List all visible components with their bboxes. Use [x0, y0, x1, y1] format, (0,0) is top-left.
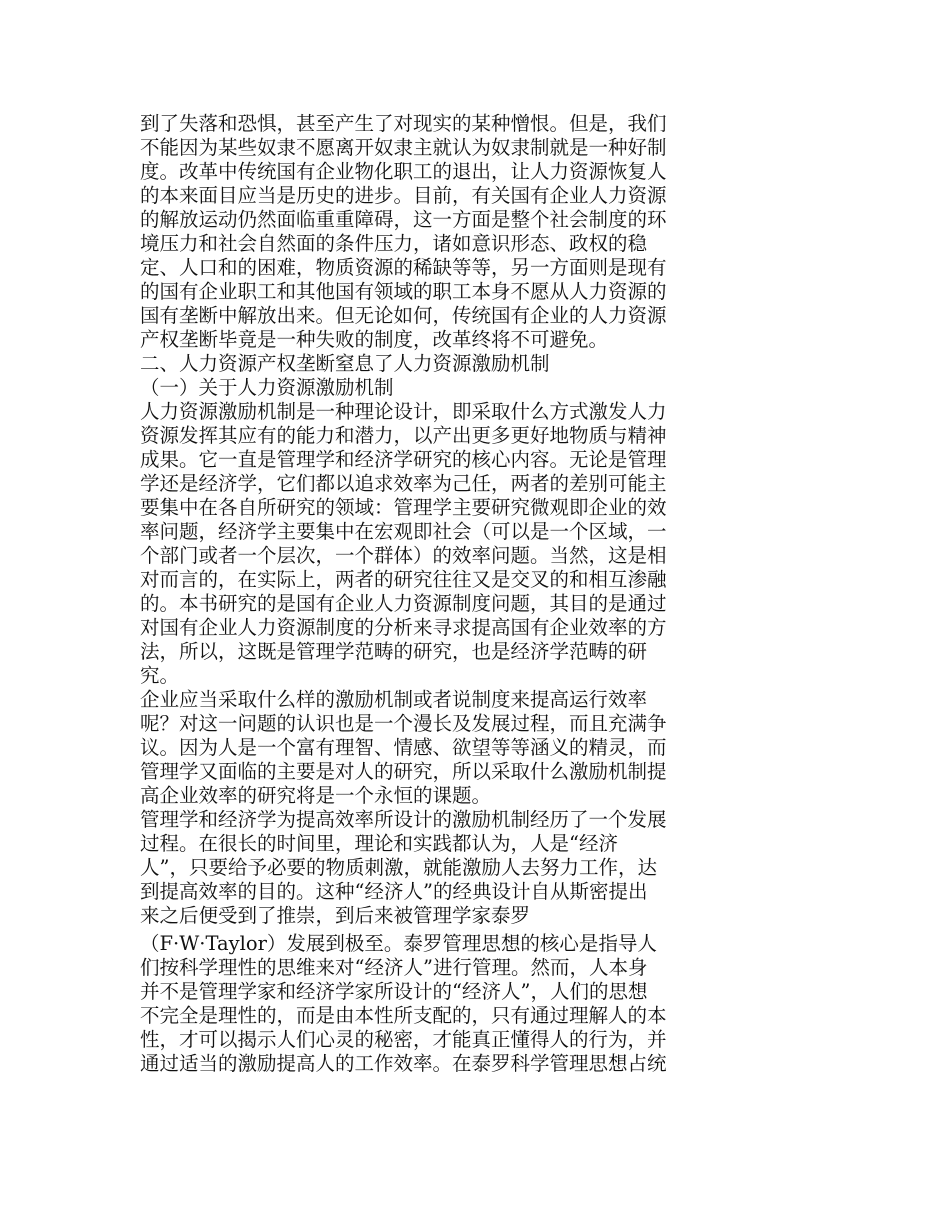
text-line: 不完全是理性的，而是由本性所支配的，只有通过理解人的本	[140, 1004, 667, 1027]
text-line: 究。	[140, 664, 180, 687]
text-line: 学还是经济学，它们都以追求效率为己任，两者的差别可能主	[140, 472, 667, 495]
text-line: 定、人口和的困难，物质资源的稀缺等等，另一方面则是现有	[140, 256, 667, 279]
text-line: 的解放运动仍然面临重重障碍，这一方面是整个社会制度的环	[140, 208, 667, 231]
text-line: 并不是管理学家和经济学家所设计的“经济人”，人们的思想	[140, 980, 648, 1003]
text-line: 不能因为某些奴隶不愿离开奴隶主就认为奴隶制就是一种好制	[140, 136, 667, 159]
text-line: 性，才可以揭示人们心灵的秘密，才能真正懂得人的行为，并	[140, 1028, 667, 1051]
text-line: 的。本书研究的是国有企业人力资源制度问题，其目的是通过	[140, 592, 667, 615]
text-line: 到提高效率的目的。这种“经济人”的经典设计自从斯密提出	[140, 880, 648, 903]
text-line: 人”，只要给予必要的物质刺激，就能激励人去努力工作，达	[140, 856, 657, 879]
text-line: 要集中在各自所研究的领域：管理学主要研究微观即企业的效	[140, 496, 667, 519]
text-line: 率问题，经济学主要集中在宏观即社会（可以是一个区域，一	[140, 520, 667, 543]
text-line: 到了失落和恐惧，甚至产生了对现实的某种憎恨。但是，我们	[140, 112, 667, 135]
text-line: 成果。它一直是管理学和经济学研究的核心内容。无论是管理	[140, 448, 667, 471]
text-line: 管理学和经济学为提高效率所设计的激励机制经历了一个发展	[140, 808, 667, 831]
text-line: 资源发挥其应有的能力和潜力，以产出更多更好地物质与精神	[140, 424, 667, 447]
text-line: 管理学又面临的主要是对人的研究，所以采取什么激励机制提	[140, 760, 667, 783]
text-line: 法，所以，这既是管理学范畴的研究，也是经济学范畴的研	[140, 640, 648, 663]
text-line: 对而言的，在实际上，两者的研究往往又是交叉的和相互渗融	[140, 568, 667, 591]
text-line: 们按科学理性的思维来对“经济人”进行管理。然而，人本身	[140, 956, 648, 979]
text-line: 高企业效率的研究将是一个永恒的课题。	[140, 784, 492, 807]
text-line: 的本来面目应当是历史的进步。目前，有关国有企业人力资源	[140, 184, 667, 207]
text-line: 国有垄断中解放出来。但无论如何，传统国有企业的人力资源	[140, 304, 667, 327]
text-line: （F·W·Taylor）发展到极至。泰罗管理思想的核心是指导人	[140, 932, 657, 955]
text-line: 度。改革中传统国有企业物化职工的退出，让人力资源恢复人	[140, 160, 667, 183]
text-line: 境压力和社会自然面的条件压力，诸如意识形态、政权的稳	[140, 232, 648, 255]
text-line: 产权垄断毕竟是一种失败的制度，改革终将不可避免。	[140, 328, 609, 351]
text-line: 通过适当的激励提高人的工作效率。在泰罗科学管理思想占统	[140, 1052, 667, 1075]
subsection-heading: （一）关于人力资源激励机制	[140, 376, 394, 399]
text-line: 来之后便受到了推崇，到后来被管理学家泰罗	[140, 904, 531, 927]
section-heading: 二、人力资源产权垄断窒息了人力资源激励机制	[140, 352, 550, 375]
text-line: 个部门或者一个层次，一个群体）的效率问题。当然，这是相	[140, 544, 667, 567]
text-line: 的国有企业职工和其他国有领域的职工本身不愿从人力资源的	[140, 280, 667, 303]
text-line: 过程。在很长的时间里，理论和实践都认为，人是“经济	[140, 832, 618, 855]
text-line: 议。因为人是一个富有理智、情感、欲望等等涵义的精灵，而	[140, 736, 667, 759]
text-line: 人力资源激励机制是一种理论设计，即采取什么方式激发人力	[140, 400, 667, 423]
body-text	[140, 112, 740, 1076]
text-line: 企业应当采取什么样的激励机制或者说制度来提高运行效率	[140, 688, 648, 711]
text-line: 对国有企业人力资源制度的分析来寻求提高国有企业效率的方	[140, 616, 667, 639]
text-line: 呢？对这一问题的认识也是一个漫长及发展过程，而且充满争	[140, 712, 667, 735]
